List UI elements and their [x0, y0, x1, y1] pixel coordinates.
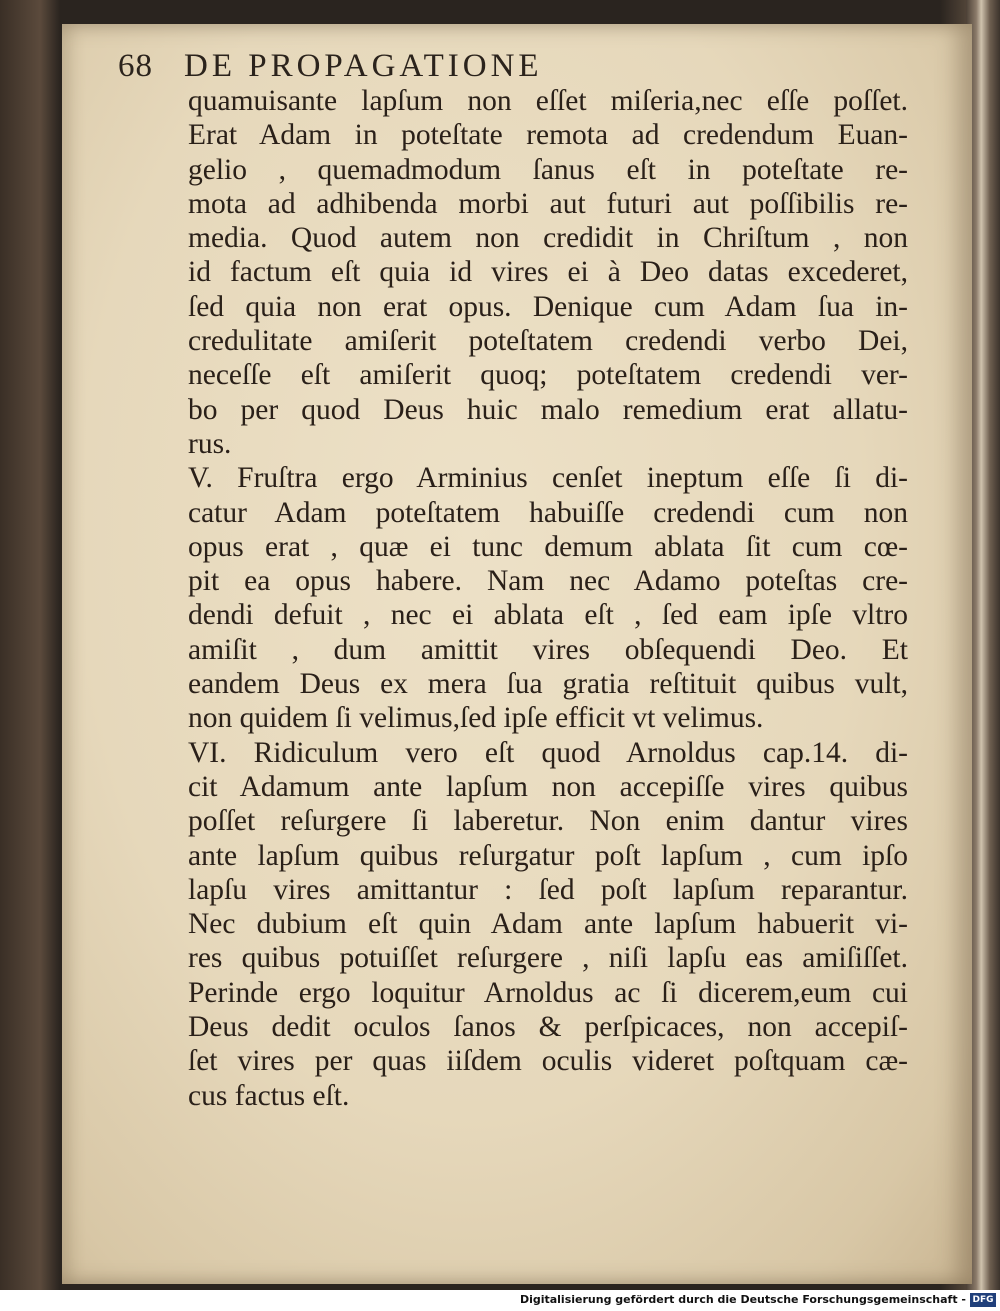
- text-line: eandem Deus ex mera ſua gratia reſtituit quibus vult,: [188, 668, 908, 701]
- text-line: cit Adamum ante lapſum non accepiſſe vires quibus: [188, 770, 908, 803]
- text-line: Nec dubium eſt quin Adam ante lapſum habuerit vi-: [188, 908, 908, 941]
- text-line: Erat Adam in poteſtate remota ad credendum Euan-: [188, 119, 908, 152]
- page-number: 68: [118, 48, 153, 84]
- text-line: neceſſe eſt amiſerit quoq; poteſtatem credendi ver-: [188, 359, 908, 392]
- text-line: rus.: [188, 427, 232, 460]
- text-line: credulitate amiſerit poteſtatem credendi verbo Dei,: [188, 325, 908, 358]
- text-line: media. Quod autem non credidit in Chriſtum , non: [188, 222, 908, 255]
- running-title: DE PROPAGATIONE: [184, 48, 543, 84]
- text-line: non quidem ſi velimus,ſed ipſe efficit vt velimus.: [188, 702, 764, 735]
- text-line: bo per quod Deus huic malo remedium erat allatu-: [188, 393, 908, 426]
- text-line: Deus dedit oculos ſanos & perſpicaces, non accepiſ-: [188, 1011, 908, 1044]
- text-line: lapſu vires amittantur : ſed poſt lapſum reparantur.: [188, 873, 908, 906]
- page-body-text: [188, 84, 908, 1113]
- text-line: quamuisante lapſum non eſſet miſeria,nec eſſe poſſet.: [188, 85, 908, 117]
- text-line: cus factus eſt.: [188, 1079, 350, 1112]
- paragraph-start-line: V. Fruſtra ergo Arminius cenſet ineptum eſſe ſi di-: [188, 462, 908, 495]
- text-line: ſed quia non erat opus. Denique cum Adam ſua in-: [188, 290, 908, 323]
- text-line: ante lapſum quibus reſurgatur poſt lapſum , cum ipſo: [188, 839, 908, 872]
- dfg-logo: DFG: [970, 1293, 996, 1307]
- text-line: pit ea opus habere. Nam nec Adamo poteſtas cre-: [188, 565, 908, 598]
- text-line: opus erat , quæ ei tunc demum ablata ſit cum cœ-: [188, 530, 908, 563]
- text-line: res quibus potuiſſet reſurgere , niſi lapſu eas amiſiſſet.: [188, 942, 908, 975]
- paragraph-start-line: VI. Ridiculum vero eſt quod Arnoldus cap.14. di-: [188, 736, 908, 769]
- text-line: Perinde ergo loquitur Arnoldus ac ſi dicerem,eum cui: [188, 976, 908, 1009]
- text-line: mota ad adhibenda morbi aut futuri aut poſſibilis re-: [188, 187, 908, 220]
- text-line: ſet vires per quas iiſdem oculis videret poſtquam cæ-: [188, 1045, 908, 1078]
- text-line: gelio , quemadmodum ſanus eſt in poteſtate re-: [188, 153, 908, 186]
- text-line: poſſet reſurgere ſi laberetur. Non enim dantur vires: [188, 805, 908, 838]
- digitization-footer: [0, 1290, 1000, 1311]
- text-line: amiſit , dum amittit vires obſequendi Deo. Et: [188, 633, 908, 666]
- funding-credit: Digitalisierung gefördert durch die Deutsche Forschungsgemeinschaft -: [519, 1293, 966, 1306]
- text-line: catur Adam poteſtatem habuiſſe credendi cum non: [188, 496, 908, 529]
- text-line: id factum eſt quia id vires ei à Deo datas excederet,: [188, 256, 908, 289]
- text-line: dendi defuit , nec ei ablata eſt , ſed eam ipſe vltro: [188, 599, 908, 632]
